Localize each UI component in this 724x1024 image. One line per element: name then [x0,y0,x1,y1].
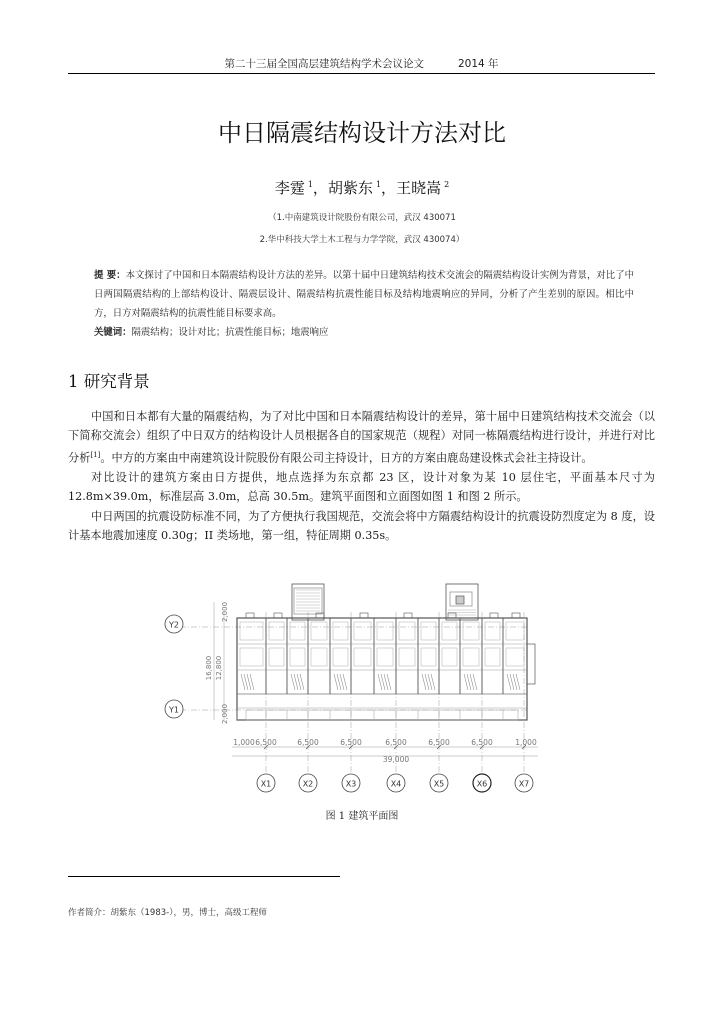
grid-label-y2: Y2 [169,620,179,630]
running-header [68,56,655,71]
dimension-label: 6,500 [385,738,407,747]
dimension-total: 39,000 [382,755,410,764]
grid-label-x4: X4 [390,779,402,789]
conference-year: 2014 年 [457,58,499,70]
grid-bubble-x1 [257,774,275,792]
abstract [94,266,634,323]
paragraph: 中日两国的抗震设防标准不同，为了方便执行我国规范，交流会将中方隔震结构设计的抗震设防烈度定为 8 度，设计基本地震加速度 0.30g；II 类场地，第一组，特征周期 0.35s。 [68,509,655,543]
affiliation-mark: 1 [375,180,382,189]
grid-bubble-x7 [515,774,533,792]
abstract-label: 提 要： [94,270,126,281]
affiliation-line: （1.中南建筑设计院股份有限公司，武汉 430071 [268,213,456,223]
grid-bubble-x6 [473,774,491,792]
affiliation-mark: 1 [307,180,313,189]
dimension-label: 2,000 [221,601,229,623]
dimension-label: 16,800 [205,655,213,681]
figure-caption: 图 1 建筑平面图 [325,811,399,822]
author-name: 李霆 [274,179,305,197]
header-rule [68,73,655,74]
grid-label-x1: X1 [260,779,272,789]
grid-label-x6: X6 [476,779,488,789]
dimension-label: 6,500 [340,738,362,747]
affiliation-line: 2.华中科技大学土木工程与力学学院，武汉 430074） [259,235,465,245]
dimension-label: 6,500 [428,738,450,747]
dimension-label: 6,500 [255,738,277,747]
section-heading: 1 研究背景 [68,372,150,391]
dimension-label: 1,000 [233,738,255,747]
grid-label-y1: Y1 [169,705,179,715]
paragraph: 对比设计的建筑方案由日方提供，地点选择为东京都 23 区，设计对象为某 10 层住宅，平面基本尺寸为 12.8m×39.0m，标准层高 3.0m，总高 30.5m。建筑平面图和立面图如图 1 和图 2 所示。 [68,470,655,504]
grid-bubble-x4 [387,774,405,792]
dimension-label: 1,000 [515,738,537,747]
grid-label-x5: X5 [433,779,445,789]
paragraph-text: 。中方的方案由中南建筑设计院股份有限公司主持设计，日方的方案由鹿岛建设株式会社主持设计。 [100,451,593,465]
citation-ref[interactable]: [1] [90,450,101,459]
paragraph-text: 中国和日本都有大量的隔震结构，为了对比中国和日本隔震结构设计的差异，第十届中日建筑结构技术交流会（以下简称交流会）组织了中日双方的结构设计人员根据各自的国家规范（规程）对同一栋隔震结构进行设计，并进行对比分析 [68,410,655,465]
keywords-text: 隔震结构；设计对比；抗震性能目标；地震响应 [131,327,329,338]
author-name: 王晓嵩 [396,179,442,197]
author-separator: ， [312,179,328,197]
floor-plan-figure [160,582,560,797]
keywords [94,324,634,338]
author-list [0,177,724,198]
conference-name: 第二十三届全国高层建筑结构学术会议论文 [224,58,424,70]
author-separator: ， [381,179,397,197]
body-text [68,407,655,546]
keywords-label: 关键词： [94,327,132,338]
paragraph [68,407,655,468]
footnote: 作者简介：胡紫东（1983-），男，博士，高级工程师 [68,908,267,918]
grid-bubble-x5 [430,774,448,792]
grid-label-x3: X3 [345,779,357,789]
grid-label-x2: X2 [302,779,314,789]
dimension-label: 6,500 [471,738,493,747]
dimension-label: 2,000 [221,703,229,725]
abstract-text: 本文探讨了中国和日本隔震结构设计方法的差异。以第十届中日建筑结构技术交流会的隔震结构设计实例为背景，对比了中日两国隔震结构的上部结构设计、隔震层设计、隔震结构抗震性能目标及结构地震响应的异同，分析了产生差别的原因。相比中方，日方对隔震结构的抗震性能目标要求高。 [94,270,634,319]
dimension-label: 12,800 [215,655,223,681]
footnote-rule [68,876,340,877]
author-name: 胡紫东 [327,179,373,197]
grid-label-x7: X7 [518,779,530,789]
dimension-label: 6,500 [297,738,319,747]
grid-bubble-x3 [342,774,360,792]
grid-bubble-x2 [299,774,317,792]
affiliation-mark: 2 [444,180,450,189]
paper-title: 中日隔震结构设计方法对比 [218,119,506,147]
